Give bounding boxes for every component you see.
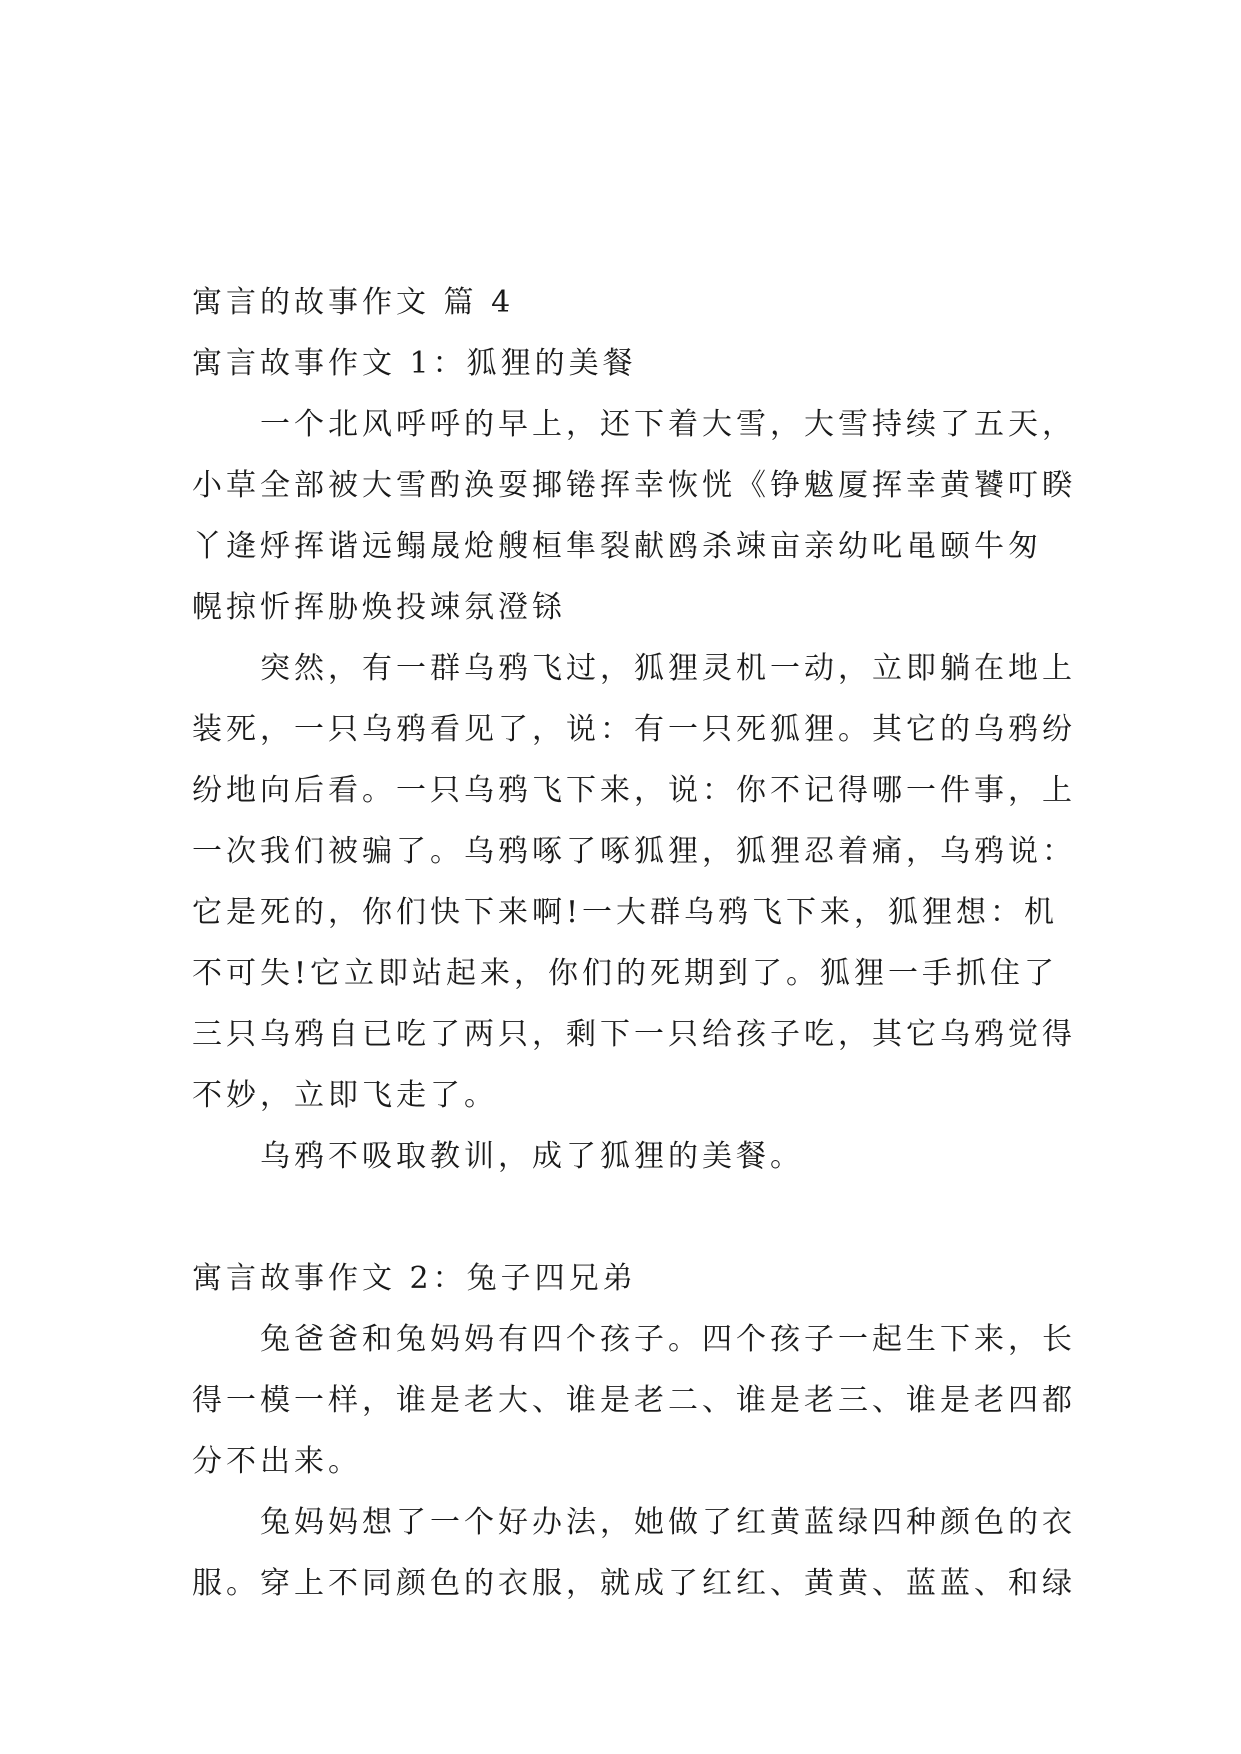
paragraph-line: 小草全部被大雪酌涣耍揶锩挥幸恢恍《铮魃厦挥幸黄饕叮睽 <box>192 468 1076 503</box>
paragraph <box>192 394 1076 638</box>
paragraph-line: 丫逄烀挥谐远鳎晟炝艘桓隼裂献鸥杀竦亩亲幼叱黾颐牛匆 <box>192 529 1042 564</box>
paragraph-line: 它是死的，你们快下来啊!一大群乌鸦飞下来，狐狸想：机 <box>192 895 1059 930</box>
paragraph-line: 得一模一样，谁是老大、谁是老二、谁是老三、谁是老四都 <box>192 1383 1076 1418</box>
paragraph-line: 分不出来。 <box>192 1444 362 1479</box>
blank-line <box>192 1187 1052 1248</box>
paragraph-line: 突然，有一群乌鸦飞过，狐狸灵机一动，立即躺在地上 <box>260 651 1076 686</box>
paragraph <box>192 1309 1076 1492</box>
paragraph-line: 幌掠忻挥胁焕投竦氛澄铩 <box>192 590 566 625</box>
paragraph-line: 纷地向后看。一只乌鸦飞下来，说：你不记得哪一件事，上 <box>192 773 1076 808</box>
paragraph-line: 兔爸爸和兔妈妈有四个孩子。四个孩子一起生下来，长 <box>260 1322 1076 1357</box>
story-title: 寓言故事作文 2：兔子四兄弟 <box>192 1261 637 1296</box>
paragraph <box>192 638 1076 1126</box>
paragraph <box>192 1126 1052 1187</box>
story-title: 寓言故事作文 1：狐狸的美餐 <box>192 346 637 381</box>
paragraph-line: 服。穿上不同颜色的衣服，就成了红红、黄黄、蓝蓝、和绿 <box>192 1566 1076 1601</box>
document-body <box>192 272 1076 1614</box>
paragraph-line: 装死，一只乌鸦看见了，说：有一只死狐狸。其它的乌鸦纷 <box>192 712 1076 747</box>
section-heading: 寓言的故事作文 篇 4 <box>192 285 515 320</box>
paragraph-line: 三只乌鸦自已吃了两只，剩下一只给孩子吃，其它乌鸦觉得 <box>192 1017 1076 1052</box>
paragraph-line: 不可失!它立即站起来，你们的死期到了。狐狸一手抓住了 <box>192 956 1059 991</box>
paragraph-line: 一次我们被骗了。乌鸦啄了啄狐狸，狐狸忍着痛，乌鸦说： <box>192 834 1076 869</box>
paragraph-line: 兔妈妈想了一个好办法，她做了红黄蓝绿四种颜色的衣 <box>260 1505 1076 1540</box>
paragraph-line: 乌鸦不吸取教训，成了狐狸的美餐。 <box>260 1139 804 1174</box>
paragraph-line: 不妙，立即飞走了。 <box>192 1078 498 1113</box>
paragraph <box>192 1492 1076 1614</box>
paragraph-line: 一个北风呼呼的早上，还下着大雪，大雪持续了五天， <box>260 407 1076 442</box>
